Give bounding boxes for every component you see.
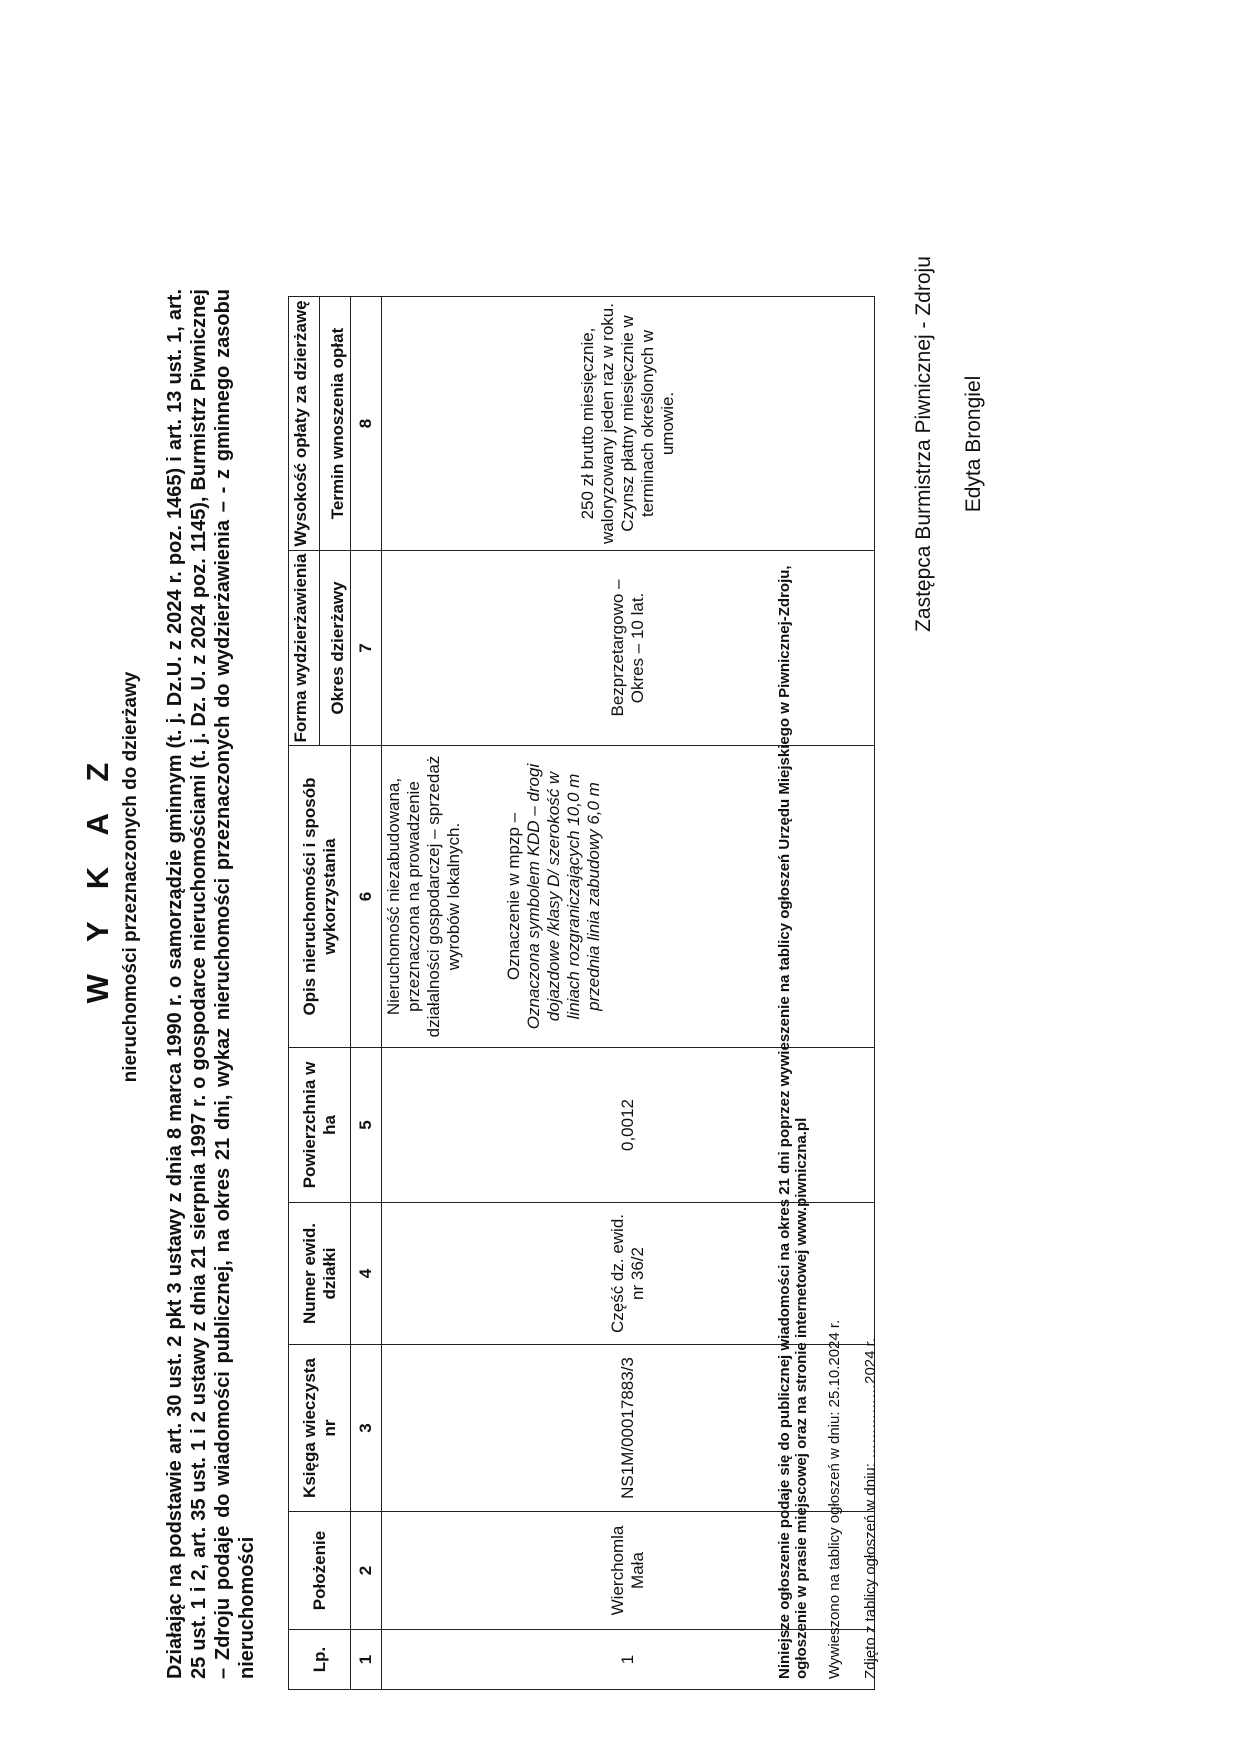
header-opis: Opis nieruchomości i sposób wykorzystania (289, 746, 351, 1048)
table-header-row (289, 297, 351, 1690)
header-powierzchnia: Powierzchnia w ha (289, 1048, 351, 1203)
cell-forma: Bezprzetargowo – Okres – 10 lat. (382, 551, 875, 746)
header-forma-okres (289, 551, 351, 746)
column-number: 1 (351, 1630, 382, 1690)
cell-lp: 1 (382, 1630, 875, 1690)
header-forma: Forma wydzierżawienia (291, 551, 320, 745)
header-wysokosc: Wysokość opłaty za dzierżawę (291, 297, 320, 550)
header-polozenie: Położenie (289, 1512, 351, 1630)
document-title: W Y K A Z (80, 750, 115, 1004)
opis-main-text: Nieruchomość niezabudowana, przeznaczona na prowadzenie działalności gospodarczej – sprzedaż wyrobów lokalnych. (384, 755, 463, 1038)
column-number: 3 (351, 1345, 382, 1512)
header-okres: Okres dzierżawy (328, 581, 347, 715)
column-number: 4 (351, 1203, 382, 1345)
notice-line-2: ogłoszenie w prasie miejscowej oraz na stronie internetowej www.piwniczna.pl (793, 1117, 810, 1679)
cell-polozenie: Wierchomla Mała (382, 1512, 875, 1630)
cell-oplata: 250 zł brutto miesięcznie, waloryzowany jeden raz w roku. Czynsz płatny miesięcznie w terminach określonych w umowie. (382, 297, 875, 551)
column-number: 5 (351, 1048, 382, 1203)
opis-mpzp-italic: Oznaczona symbolem KDD – drogi dojazdowe /klasy D/ szerokość w liniach rozgraniczających 10,0 m przednia linia zabudowy 6,0 m (524, 763, 603, 1030)
column-number-row (351, 297, 382, 1690)
column-number: 8 (351, 297, 382, 551)
publication-notice (776, 279, 810, 1679)
notice-line-1: Niniejsze ogłoszenie podaje się do publicznej wiadomości na okres 21 dni poprzez wywieszenie na tablicy ogłoszeń Urzędu Miejskiego w Piwnicznej-Zdroju, (776, 565, 793, 1679)
column-number: 2 (351, 1512, 382, 1630)
cell-numer: Część dz. ewid. nr 36/2 (382, 1203, 875, 1345)
header-numer: Numer ewid. działki (289, 1203, 351, 1345)
removed-date: Zdjęto z tablicy ogłoszeń w dniu: ……………2024 r. (862, 1338, 879, 1679)
signer-role: Zastępca Burmistrza Piwnicznej - Zdroju (912, 256, 935, 632)
legal-basis-paragraph: Działając na podstawie art. 30 ust. 2 pkt 3 ustawy z dnia 8 marca 1990 r. o samorządzie gminnym (t. j. Dz.U. z 2024 r. poz. 1465) i art. 13 ust. 1, art. 25 ust. 1 i 2, art. 35 ust. 1 i 2 ustawy z dnia 21 sierpnia 1997 r. o gospodarce nieruchomościami (t. j. Dz. U. z 2024 poz. 1145), Burmistrz Piwnicznej – Zdroju podaje do wiadomości publicznej, na okres 21 dni, wykaz nieruchomości przeznaczonych do wydzierżawienia – - z gminnego zasobu nieruchomości (164, 289, 258, 1679)
cell-powierzchnia: 0,0012 (382, 1048, 875, 1203)
signer-name: Edyta Brongiel (962, 375, 985, 513)
header-oplata-termin (289, 297, 351, 551)
posted-date: Wywieszono na tablicy ogłoszeń w dniu: 25.10.2024 r. (826, 1319, 843, 1679)
header-lp: Lp. (289, 1630, 351, 1690)
header-ksiega: Księga wieczysta nr (289, 1345, 351, 1512)
cell-ksiega: NS1M/00017883/3 (382, 1345, 875, 1512)
column-number: 7 (351, 551, 382, 746)
column-number: 6 (351, 746, 382, 1048)
document-subtitle: nieruchomości przeznaczonych do dzierżawy (120, 671, 141, 1083)
header-termin: Termin wnoszenia opłat (328, 327, 347, 520)
opis-mpzp-label: Oznaczenie w mpzp – (504, 812, 523, 981)
